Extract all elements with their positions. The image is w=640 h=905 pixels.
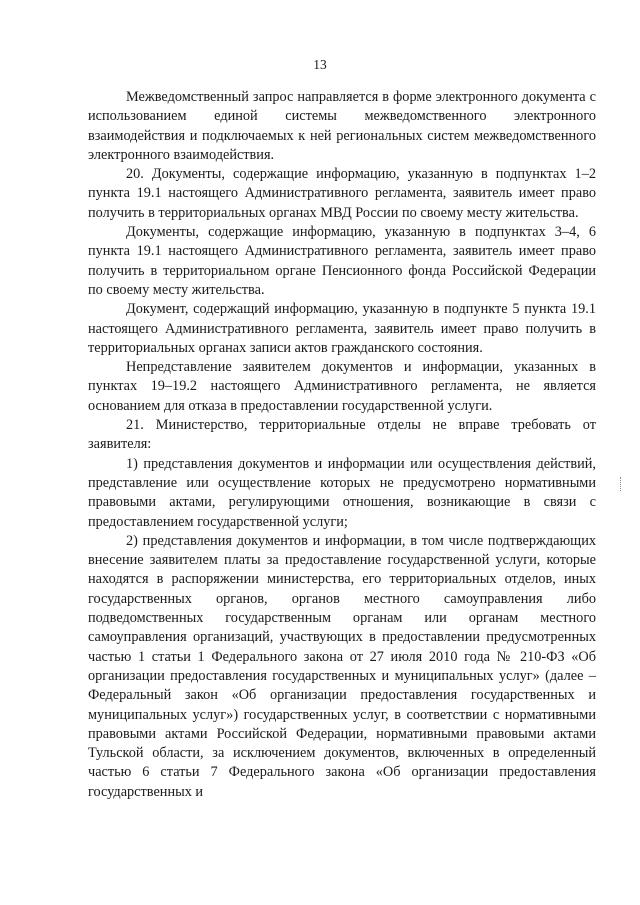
page-number: 13 [313, 57, 327, 72]
document-body [88, 88, 596, 802]
margin-scan-mark [620, 477, 623, 491]
paragraph-subitem-2: 2) представления документов и информации, в том числе подтверждающих внесение заявителем платы за предоставление государственной услуги, которые находятся в распоряжении министерства, его территориальных отделов, иных государственных органов, органов местного самоуправления либо подведомственных государственным органам или органам местного самоуправления организаций, участвующих в предоставлении предусмотренных частью 1 статьи 1 Федерального закона от 27 июля 2010 года № 210-ФЗ «Об организации предоставления государственных и муниципальных услуг» (далее – Федеральный закон «Об организации предоставления государственных и муниципальных услуг») государственных услуг, в соответствии с нормативными правовыми актами Российской Федерации, нормативными правовыми актами Тульской области, за исключением документов, включенных в определенный частью 6 статьи 7 Федерального закона «Об организации предоставления государственных и [88, 532, 596, 800]
paragraph-non-submission: Непредставление заявителем документов и информации, указанных в пунктах 19–19.2 настоящего Административного регламента, не является основанием для отказа в предоставлении государственной услуги. [88, 359, 596, 414]
paragraph-subitem-1: 1) представления документов и информации или осуществления действий, представление или осуществление которых не предусмотрено нормативными правовыми актами, регулирующими отношения, возникающие в связи с предоставлением государственной услуги; [88, 455, 596, 530]
paragraph-pension-fund: Документы, содержащие информацию, указанную в подпунктах 3–4, 6 пункта 19.1 настоящего Административного регламента, заявитель имеет право получить в территориальном органе Пенсионного фонда Российской Федерации по своему месту жительства. [88, 224, 596, 298]
paragraph-item-21: 21. Министерство, территориальные отделы не вправе требовать от заявителя: [88, 417, 596, 453]
paragraph-interagency-request: Межведомственный запрос направляется в форме электронного документа с использованием единой системы межведомственного электронного взаимодействия и подключаемых к ней региональных систем межведомственного электронного взаимодействия. [88, 89, 596, 163]
paragraph-item-20: 20. Документы, содержащие информацию, указанную в подпунктах 1–2 пункта 19.1 настоящего Административного регламента, заявитель имеет право получить в территориальных органах МВД России по своему месту жительства. [88, 166, 596, 221]
paragraph-civil-registry: Документ, содержащий информацию, указанную в подпункте 5 пункта 19.1 настоящего Административного регламента, заявитель имеет право получить в территориальных органах записи актов гражданского состояния. [88, 301, 596, 356]
